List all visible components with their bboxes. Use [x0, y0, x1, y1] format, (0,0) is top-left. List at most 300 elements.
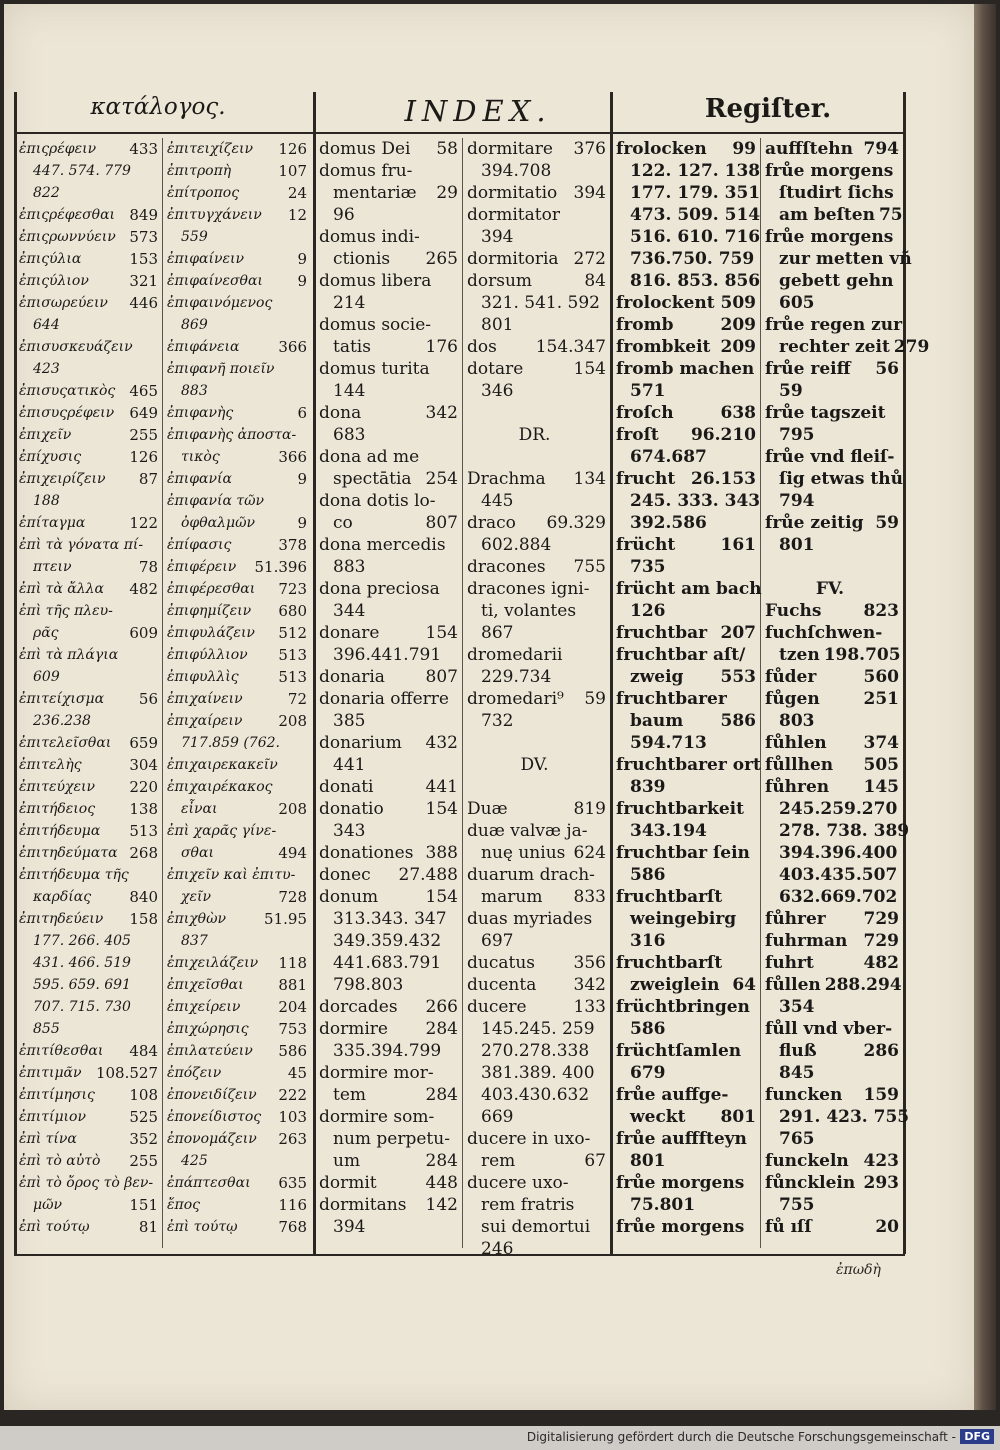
entry-term: ἐπιτηδεύειν [19, 911, 104, 927]
index-entry [19, 182, 158, 204]
entry-term: ἐπιφέρεσθαι [167, 581, 256, 597]
entry-term: 755 [779, 1195, 815, 1215]
index-entry [765, 666, 899, 688]
index-entry [616, 754, 761, 776]
entry-pages [902, 314, 906, 336]
entry-pages [602, 710, 606, 732]
index-entry [319, 908, 458, 930]
index-entry [167, 798, 307, 820]
entry-term: 96 [333, 205, 355, 225]
index-entry [467, 292, 606, 314]
entry-pages [752, 1084, 756, 1106]
entry-term: 632.669.702 [779, 887, 898, 907]
entry-term: sui demortui [481, 1217, 591, 1237]
entry-pages: 432 [425, 733, 458, 753]
index-entry [467, 380, 606, 402]
index-entry [319, 688, 458, 710]
section-heading [467, 424, 606, 446]
entry-term [467, 732, 602, 754]
entry-pages: 482 [863, 953, 899, 973]
entry-term: nuę unius [481, 843, 566, 863]
index-entry [765, 380, 899, 402]
index-entry [616, 1040, 756, 1062]
entry-pages [752, 1172, 756, 1194]
index-entry [616, 776, 756, 798]
index-entry [319, 820, 458, 842]
entry-pages [752, 798, 756, 820]
entry-term: duarum drach- [467, 865, 595, 885]
entry-pages [454, 952, 458, 974]
entry-pages: 69.329 [546, 513, 606, 533]
index-entry [765, 314, 903, 336]
entry-pages [752, 930, 756, 952]
index-entry [167, 182, 307, 204]
index-entry [467, 930, 606, 952]
index-entry [319, 710, 458, 732]
index-entry [167, 688, 307, 710]
entry-pages [303, 754, 307, 776]
entry-term: ἐπὶ τὰ πλάγια [19, 647, 119, 663]
entry-pages: 145 [863, 777, 899, 797]
index-entry [19, 1106, 158, 1128]
entry-term: 571 [630, 381, 666, 401]
entry-pages [602, 292, 606, 314]
index-entry [167, 446, 307, 468]
entry-term: 346 [481, 381, 514, 401]
entry-pages: 220 [129, 778, 158, 796]
index-entry [319, 666, 458, 688]
entry-pages: 272 [573, 249, 606, 269]
entry-pages [154, 314, 158, 336]
entry-pages [602, 644, 606, 666]
index-entry [19, 534, 158, 556]
index-entry [467, 820, 606, 842]
entry-pages [912, 248, 916, 270]
entry-term: 394 [333, 1217, 366, 1237]
index-entry [765, 776, 899, 798]
entry-pages [895, 160, 899, 182]
index-entry [765, 1128, 899, 1150]
entry-pages: 823 [863, 601, 899, 621]
index-entry [467, 468, 606, 490]
index-entry [616, 622, 756, 644]
index-entry [19, 1018, 158, 1040]
index-entry [467, 248, 606, 270]
entry-term: ἐπιςρέφειν [19, 141, 97, 157]
index-entry [319, 886, 458, 908]
entry-pages [303, 292, 307, 314]
index-entry [467, 666, 606, 688]
entry-pages: 78 [138, 558, 158, 576]
entry-term: donare [319, 623, 380, 643]
index-entry [467, 1040, 606, 1062]
entry-term: ἐπιτειχίζειν [167, 141, 254, 157]
entry-pages [752, 886, 756, 908]
entry-term: ἐπιτιμᾶν [19, 1065, 82, 1081]
entry-term: froſt [616, 425, 659, 445]
entry-pages: 75 [878, 205, 903, 225]
entry-term: dorcades [319, 997, 398, 1017]
index-entry [319, 600, 458, 622]
entry-term: 177. 266. 405 [33, 933, 131, 949]
entry-term: fuhrt [765, 953, 814, 973]
index-entry [467, 1172, 606, 1194]
entry-pages: 59 [875, 513, 899, 533]
entry-term: tatis [333, 337, 371, 357]
entry-pages [154, 1172, 158, 1194]
entry-term: 594.713 [630, 733, 707, 753]
entry-pages [909, 1106, 913, 1128]
entry-pages: 29 [436, 183, 458, 203]
entry-pages: 649 [129, 404, 158, 422]
entry-pages: 356 [573, 953, 606, 973]
entry-term: domus libera [319, 271, 432, 291]
entry-pages [454, 314, 458, 336]
entry-term: dracones igni- [467, 579, 590, 599]
entry-pages: 26.153 [690, 469, 756, 489]
index-entry [616, 600, 756, 622]
entry-term: 816. 853. 856 [630, 271, 761, 291]
entry-pages [895, 424, 899, 446]
entry-pages [752, 512, 756, 534]
entry-term: ἐπιφημίζειν [167, 603, 252, 619]
entry-pages [602, 1216, 606, 1238]
index-entry [319, 864, 458, 886]
entry-pages [303, 1150, 307, 1172]
index-entry [167, 952, 307, 974]
entry-pages: 51.95 [264, 910, 307, 928]
entry-term: 697 [481, 931, 514, 951]
entry-term: zur metten vñ [779, 249, 912, 269]
index-entry [19, 138, 158, 160]
index-entry [616, 380, 756, 402]
entry-pages [454, 578, 458, 600]
entry-pages [454, 688, 458, 710]
entry-term: ducatus [467, 953, 535, 973]
index-entry [616, 358, 756, 380]
index-entry [167, 732, 307, 754]
entry-term: 669 [481, 1107, 514, 1127]
entry-term: ἐπιχειρίζειν [19, 471, 106, 487]
entry-term: ἐπάπτεσθαι [167, 1175, 251, 1191]
entry-pages [602, 534, 606, 556]
index-entry [319, 732, 458, 754]
entry-term: frücht am bach [616, 579, 762, 599]
index-entry [19, 886, 158, 908]
entry-term: dorsum [467, 271, 533, 291]
index-entry [467, 534, 606, 556]
entry-pages: 126 [129, 448, 158, 466]
index-entry [616, 842, 756, 864]
entry-pages [454, 226, 458, 248]
entry-term: dormire mor- [319, 1063, 434, 1083]
index-entry [319, 292, 458, 314]
entry-pages [752, 380, 756, 402]
index-entry [616, 248, 756, 270]
index-entry [616, 534, 756, 556]
entry-term: ἐπίταγμα [19, 515, 86, 531]
entry-pages [752, 644, 756, 666]
entry-term: ducenta [467, 975, 537, 995]
index-entry [616, 1150, 756, 1172]
entry-term: 236.238 [33, 713, 91, 729]
entry-pages: 586 [278, 1042, 307, 1060]
entry-pages: 513 [129, 822, 158, 840]
entry-pages [754, 248, 758, 270]
entry-pages: 366 [278, 338, 307, 356]
entry-term: rem [481, 1151, 516, 1171]
entry-term: τικὸς [181, 449, 220, 465]
entry-term: ἐπιχαιρεκακεῖν [167, 757, 278, 773]
index-entry [319, 1018, 458, 1040]
entry-pages: 840 [129, 888, 158, 906]
entry-term: weingebirg [630, 909, 737, 929]
entry-term [467, 776, 602, 798]
entry-pages [752, 556, 756, 578]
index-entry [467, 402, 606, 424]
entry-pages: 24 [287, 184, 307, 202]
index-entry [616, 1084, 756, 1106]
entry-pages [895, 622, 899, 644]
entry-term: 188 [33, 493, 60, 509]
entry-term: 145.245. 259 [481, 1019, 595, 1039]
index-entry [319, 644, 458, 666]
entry-term: 394 [481, 227, 514, 247]
index-entry [765, 688, 899, 710]
rule-latin-german [610, 92, 613, 1254]
entry-pages: 161 [720, 535, 756, 555]
entry-term: ἐπισυσκευάζειν [19, 339, 133, 355]
index-entry [19, 578, 158, 600]
entry-term [467, 402, 602, 424]
entry-term: ἐπονειδίζειν [167, 1087, 257, 1103]
entry-pages: 159 [863, 1085, 899, 1105]
entry-pages: 208 [278, 712, 307, 730]
entry-pages: 154 [425, 799, 458, 819]
entry-pages: 374 [863, 733, 899, 753]
entry-pages [154, 358, 158, 380]
entry-term: tem [333, 1085, 367, 1105]
index-entry [167, 1172, 307, 1194]
entry-term: dromedarii [467, 645, 563, 665]
entry-term: ducere [467, 997, 527, 1017]
entry-pages: 154.347 [535, 337, 606, 357]
index-entry [319, 996, 458, 1018]
entry-term: frůe auffge- [616, 1085, 729, 1105]
index-entry [616, 666, 756, 688]
index-entry [19, 930, 158, 952]
entry-pages: 378 [278, 536, 307, 554]
entry-term: ἐπὶ τούτῳ [167, 1219, 238, 1235]
index-entry [616, 226, 761, 248]
entry-pages [454, 380, 458, 402]
index-entry [319, 380, 458, 402]
greek-title: κατάλογος. [90, 94, 226, 120]
entry-term: funcken [765, 1085, 843, 1105]
index-entry [319, 182, 458, 204]
entry-term: ἐπιςύλιον [19, 273, 89, 289]
entry-term: 855 [33, 1021, 60, 1037]
entry-term: ἐπιχαίνειν [167, 691, 243, 707]
entry-term: num perpetu- [333, 1129, 450, 1149]
entry-pages [602, 1018, 606, 1040]
index-entry [19, 402, 158, 424]
entry-pages: 279 [893, 337, 930, 357]
entry-term: ti, volantes [481, 601, 577, 621]
entry-pages: 59 [584, 689, 606, 709]
entry-term: dracones [467, 557, 546, 577]
entry-term: 736.750. 759 [630, 249, 755, 269]
rule-greek-mid [162, 138, 163, 1248]
entry-term: ἐπιτελὴς [19, 757, 82, 773]
entry-pages [602, 1084, 606, 1106]
entry-pages [602, 1128, 606, 1150]
entry-term: 845 [779, 1063, 815, 1083]
index-entry [616, 1216, 756, 1238]
entry-term: ἐπιφανὴς [167, 405, 234, 421]
index-entry [19, 622, 158, 644]
entry-term: ἐπιτυγχάνειν [167, 207, 262, 223]
entry-term: fůllen [765, 975, 821, 995]
entry-term: donum [319, 887, 379, 907]
index-entry [467, 776, 606, 798]
entry-pages: 388 [425, 843, 458, 863]
entry-term: Drachma [467, 469, 546, 489]
entry-pages: 624 [573, 843, 606, 863]
entry-term: dona mercedis [319, 535, 446, 555]
entry-pages: 12 [287, 206, 307, 224]
index-entry [319, 336, 458, 358]
entry-pages: 513 [278, 668, 307, 686]
index-entry [319, 1084, 458, 1106]
index-entry [765, 974, 902, 996]
entry-term: ἐπὶ χαρᾶς γίνε- [167, 823, 277, 839]
entry-term: 394.396.400 [779, 843, 898, 863]
index-entry [765, 226, 899, 248]
entry-term: fůllhen [765, 755, 834, 775]
entry-term: fůncklein [765, 1173, 856, 1193]
entry-term: 396.441.791 [333, 645, 442, 665]
entry-pages: 394 [573, 183, 606, 203]
entry-pages: 209 [720, 337, 756, 357]
entry-pages [752, 820, 756, 842]
entry-pages: 609 [129, 624, 158, 642]
entry-term: 229.734 [481, 667, 552, 687]
entry-pages: 448 [425, 1173, 458, 1193]
entry-term: donaria offerre [319, 689, 449, 709]
page-edge [974, 4, 996, 1410]
index-entry [167, 556, 307, 578]
entry-term: marum [481, 887, 543, 907]
entry-pages: 9 [297, 514, 307, 532]
entry-pages: 56 [875, 359, 899, 379]
entry-pages [454, 644, 458, 666]
index-entry [319, 1194, 458, 1216]
index-entry [765, 446, 899, 468]
entry-term: duas myriades [467, 909, 593, 929]
entry-term: dona ad me [319, 447, 420, 467]
index-entry [167, 842, 307, 864]
index-entry [319, 578, 458, 600]
index-entry [765, 270, 899, 292]
index-entry [319, 1062, 458, 1084]
entry-pages [895, 996, 899, 1018]
entry-pages [760, 204, 764, 226]
index-entry [19, 1128, 158, 1150]
index-entry [467, 1018, 606, 1040]
entry-pages: 64 [732, 975, 756, 995]
index-entry [616, 710, 756, 732]
index-entry [616, 688, 756, 710]
entry-pages [895, 710, 899, 732]
entry-term: 423 [33, 361, 60, 377]
entry-pages [303, 732, 307, 754]
entry-pages: 352 [129, 1130, 158, 1148]
index-entry [765, 402, 899, 424]
index-entry [765, 600, 899, 622]
index-entry [467, 688, 606, 710]
entry-pages [897, 842, 901, 864]
entry-term: 278. 738. 389 [779, 821, 910, 841]
entry-pages: 158 [129, 910, 158, 928]
index-entry [167, 1128, 307, 1150]
index-entry [467, 908, 606, 930]
entry-term: rechter zeit [779, 337, 890, 357]
entry-pages [154, 336, 158, 358]
entry-term: ἐπίχυσις [19, 449, 82, 465]
entry-pages [454, 1128, 458, 1150]
entry-term: 126 [630, 601, 666, 621]
rule-greek-latin [313, 92, 316, 1254]
entry-term: 765 [779, 1129, 815, 1149]
index-entry [19, 336, 158, 358]
entry-pages [602, 820, 606, 842]
index-entry [616, 490, 761, 512]
index-entry [19, 688, 158, 710]
entry-pages: 288.294 [824, 975, 902, 995]
index-entry [765, 292, 899, 314]
entry-pages [602, 600, 606, 622]
entry-term: donec [319, 865, 371, 885]
entry-term: ducere uxo- [467, 1173, 569, 1193]
entry-pages [895, 1018, 899, 1040]
entry-pages: 99 [732, 139, 756, 159]
entry-pages: 729 [863, 909, 899, 929]
index-entry [765, 1172, 899, 1194]
index-entry [19, 1216, 158, 1238]
entry-term: frůe vnd fleiſ- [765, 447, 895, 467]
entry-term: ἐπιφανία [167, 471, 232, 487]
entry-pages: 560 [863, 667, 899, 687]
entry-pages [454, 556, 458, 578]
index-entry [467, 798, 606, 820]
index-entry [616, 270, 761, 292]
entry-pages [154, 534, 158, 556]
entry-term: spectātia [333, 469, 412, 489]
entry-pages [895, 380, 899, 402]
index-entry [19, 1040, 158, 1062]
entry-term: ρᾶς [33, 625, 59, 641]
entry-term: donarium [319, 733, 402, 753]
entry-pages [895, 402, 899, 424]
entry-term: fruchtbar ſein [616, 843, 750, 863]
entry-term [765, 556, 895, 578]
entry-term: 343 [333, 821, 366, 841]
entry-term: ἐπόζειν [167, 1065, 222, 1081]
entry-term: frucht [616, 469, 676, 489]
index-entry [765, 996, 899, 1018]
entry-term: auffſtehn [765, 139, 854, 159]
